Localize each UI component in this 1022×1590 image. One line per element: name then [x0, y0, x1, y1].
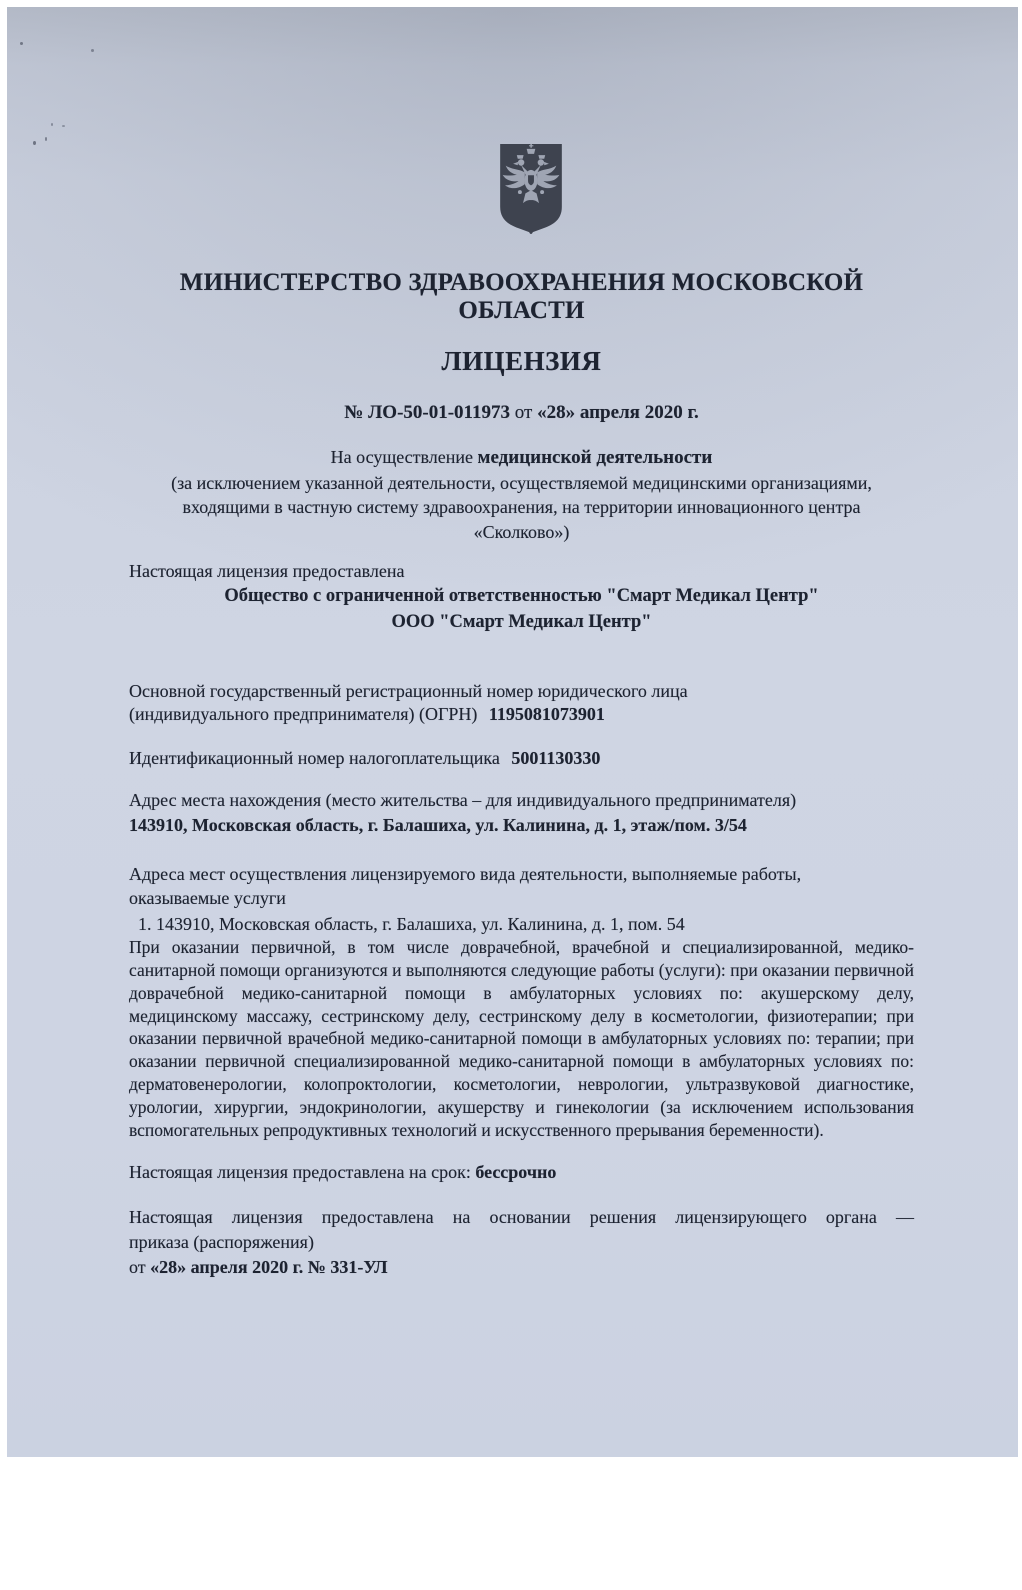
- number-preposition: от: [514, 402, 533, 423]
- russian-coat-of-arms-icon: [494, 140, 568, 238]
- activity-addresses-label-line1: Адреса мест осуществления лицензируемого вида деятельности, выполняемые работы,: [129, 864, 802, 885]
- license-number: № ЛО-50-01-011973: [344, 402, 511, 423]
- grantee-short-name: ООО "Смарт Медикал Центр": [391, 611, 652, 632]
- activity-addresses-label: [129, 862, 914, 910]
- ogrn-label-line1: Основной государственный регистрационный номер юридического лица: [129, 681, 688, 702]
- term-section: [129, 1162, 914, 1183]
- grantee-full-name: Общество с ограниченной ответственностью "Смарт Медикал Центр": [224, 586, 819, 607]
- address-item: [129, 913, 914, 936]
- address-item-value: 143910, Московская область, г. Балашиха, ул. Калинина, д. 1, пом. 54: [156, 914, 685, 935]
- activity-intro-line: [129, 445, 914, 471]
- emblem-container: [138, 140, 923, 243]
- term-value: бессрочно: [475, 1162, 557, 1183]
- activity-exception-line: «Сколково»): [473, 521, 570, 542]
- order-value: «28» апреля 2020 г. № 331-УЛ: [150, 1257, 388, 1278]
- license-title: ЛИЦЕНЗИЯ: [441, 346, 602, 376]
- location-label: Адрес места нахождения (место жительства – для индивидуального предпринимателя): [129, 790, 797, 811]
- dust-speck: [51, 123, 53, 126]
- dust-speck: [20, 42, 23, 45]
- address-item-number: 1.: [138, 914, 152, 935]
- document-paper: [7, 7, 1018, 1457]
- location-section: [129, 788, 914, 837]
- ogrn-label-line2-row: [129, 703, 914, 726]
- inn-section: [129, 748, 914, 769]
- activity-exception-line: (за исключением указанной деятельности, осуществляемой медицинскими организациями,: [171, 472, 872, 493]
- location-value: 143910, Московская область, г. Балашиха, ул. Калинина, д. 1, этаж/пом. 3/54: [129, 814, 747, 835]
- order-line: [129, 1255, 914, 1280]
- works-description: При оказании первичной, в том числе доврачебной, врачебной и специализированной, медико-санитарной помощи организуются и выполняются следующие работы (услуги): при оказании первичной доврачебной медико-санитарной помощи в амбулаторных условиях по: акушерскому делу, медицинскому массажу, сестринскому делу, сестринскому делу в косметологии, физиотерапии; при оказании первичной врачебной медико-санитарной помощи в амбулаторных условиях по: терапии; при оказании первичной специализированной медико-санитарной помощи в амбулаторных условиях по: дерматовенерологии, колопроктологии, косметологии, неврологии, ультразвуковой диагностике, урологии, хирургии, эндокринологии, акушерству и гинекологии (за исключением использования вспомогательных репродуктивных технологий и искусственного прерывания беременности).: [129, 937, 914, 1140]
- activity-type: медицинской деятельности: [477, 447, 713, 468]
- document-content: [7, 140, 1018, 1590]
- activity-intro: На осуществление: [330, 447, 474, 467]
- dust-speck: [62, 125, 65, 127]
- ogrn-section: [129, 680, 914, 725]
- basis-line1: Настоящая лицензия предоставлена на основании решения лицензирующего органа —: [129, 1207, 914, 1228]
- activity-exception-line: входящими в частную систему здравоохранения, на территории инновационного центра: [182, 497, 861, 518]
- order-prefix: от: [129, 1257, 146, 1278]
- inn-value: 5001130330: [511, 748, 601, 769]
- dust-speck: [91, 49, 94, 52]
- activity-addresses-label-line2: оказываемые услуги: [129, 888, 286, 909]
- license-number-line: [129, 402, 914, 424]
- term-label: Настоящая лицензия предоставлена на срок:: [129, 1162, 471, 1183]
- grantee-intro: Настоящая лицензия предоставлена: [129, 561, 405, 582]
- ogrn-value: 1195081073901: [488, 703, 605, 724]
- licensed-activity: [129, 445, 914, 544]
- ministry-name: МИНИСТЕРСТВО ЗДРАВООХРАНЕНИЯ МОСКОВСКОЙ ОБЛАСТИ: [179, 269, 864, 324]
- basis-section: [129, 1205, 914, 1255]
- ogrn-label-line2: (индивидуального предпринимателя) (ОГРН): [129, 703, 478, 724]
- grantee-names: [129, 584, 914, 635]
- basis-line2: приказа (распоряжения): [129, 1232, 314, 1253]
- license-date: «28» апреля 2020 г.: [537, 402, 699, 423]
- inn-label: Идентификационный номер налогоплательщика: [129, 748, 500, 769]
